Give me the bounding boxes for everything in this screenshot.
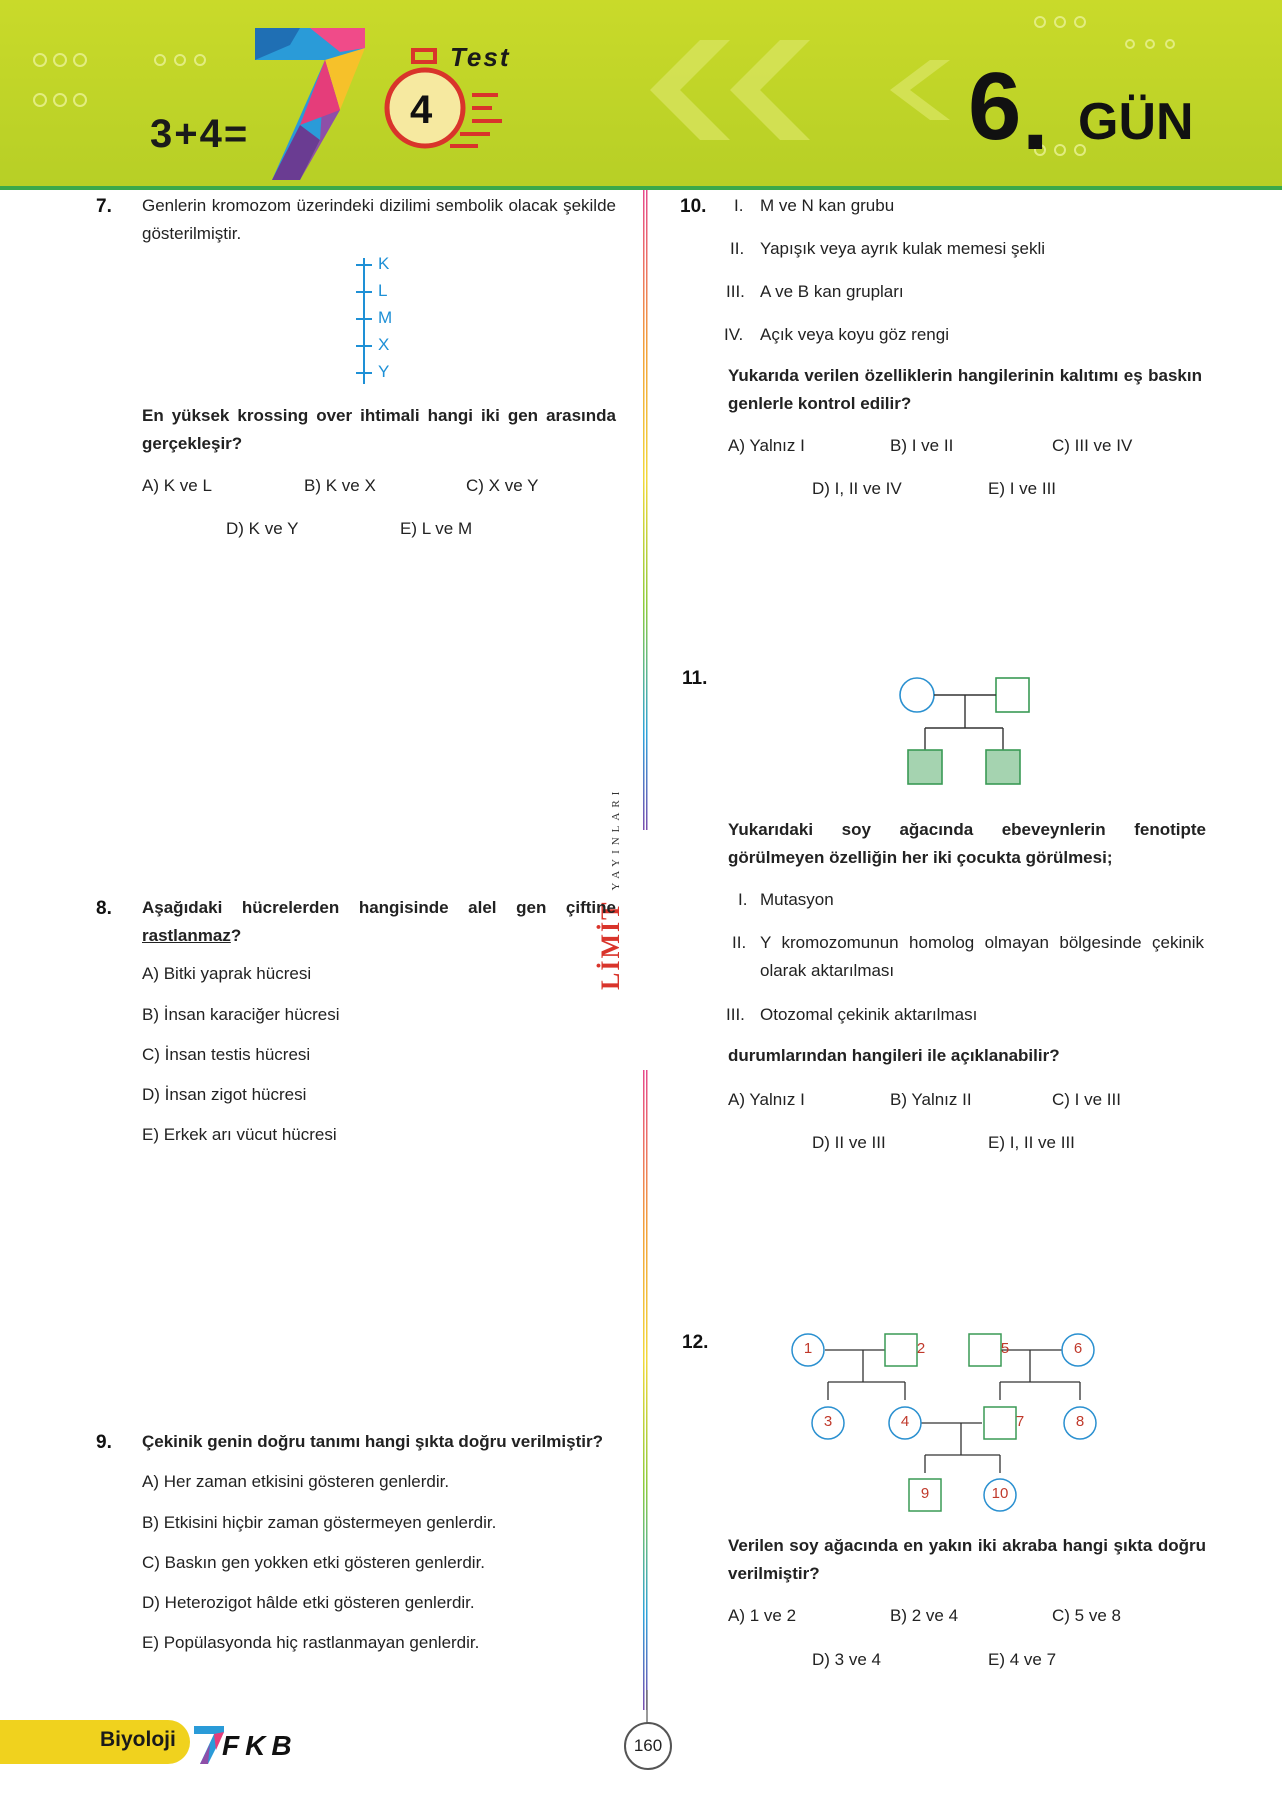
q12-pedigree-diagram xyxy=(790,1330,1140,1530)
q11-pedigree-diagram xyxy=(895,670,1045,790)
q11-father-square xyxy=(996,678,1029,712)
q10-item-1-roman: I. xyxy=(734,196,744,215)
footer-subject: Biyoloji xyxy=(100,1728,176,1751)
gene-label-l: L xyxy=(378,281,388,300)
q9-number: 9. xyxy=(96,1432,112,1453)
q7-text: Genlerin kromozom üzerindeki dizilimi sembolik olacak şekilde gösterilmiştir. xyxy=(142,196,616,243)
gene-label-k: K xyxy=(378,254,390,273)
q9-option-c[interactable]: C) Baskın gen yokken etki gösteren genlerdir. xyxy=(142,1553,486,1572)
q7-option-a[interactable]: A) K ve L xyxy=(142,476,212,495)
gene-label-x: X xyxy=(378,335,390,354)
pedigree-node-9: 9 xyxy=(920,1485,930,1502)
q8-option-a[interactable]: A) Bitki yaprak hücresi xyxy=(142,964,312,983)
q10-option-d[interactable]: D) I, II ve IV xyxy=(812,479,902,498)
q8-number: 8. xyxy=(96,898,112,919)
q11-item-3-roman: III. xyxy=(726,1005,745,1024)
q11-child-square-1 xyxy=(908,750,942,784)
day-word: GÜN xyxy=(1078,93,1194,151)
q10-option-b[interactable]: B) I ve II xyxy=(890,436,954,455)
q10-item-2-roman: II. xyxy=(730,239,745,258)
pedigree-node-8: 8 xyxy=(1075,1413,1085,1430)
q7-option-e[interactable]: E) L ve M xyxy=(400,519,473,538)
q11-option-b[interactable]: B) Yalnız II xyxy=(890,1090,972,1109)
page-number: 160 xyxy=(624,1722,672,1770)
q11-option-c[interactable]: C) I ve III xyxy=(1052,1090,1121,1109)
q12-option-a[interactable]: A) 1 ve 2 xyxy=(728,1606,797,1625)
q12-number: 12. xyxy=(682,1332,709,1353)
q12-question: Verilen soy ağacında en yakın iki akraba hangi şıkta doğru verilmiştir? xyxy=(728,1536,1206,1583)
sidebar-brand-name: LİMİT xyxy=(596,900,625,990)
q9-option-e[interactable]: E) Popülasyonda hiç rastlanmayan genlerdir. xyxy=(142,1633,480,1652)
footer-brand: FKB xyxy=(222,1730,298,1761)
q7-question: En yüksek krossing over ihtimali hangi iki gen arasında gerçekleşir? xyxy=(142,406,616,453)
day-dot: . xyxy=(1022,63,1049,170)
q10-option-c[interactable]: C) III ve IV xyxy=(1052,436,1133,455)
q10-number: 10. xyxy=(680,196,707,217)
q10-option-a[interactable]: A) Yalnız I xyxy=(728,436,805,455)
header-equation: 3+4= xyxy=(150,112,250,156)
pedigree-node-3: 3 xyxy=(823,1413,833,1430)
q7-number: 7. xyxy=(96,196,112,217)
q11-item-3-text: Otozomal çekinik aktarılması xyxy=(760,1005,978,1024)
column-divider xyxy=(638,190,652,1720)
q7-option-d[interactable]: D) K ve Y xyxy=(226,519,299,538)
q10-item-2-text: Yapışık veya ayrık kulak memesi şekli xyxy=(760,239,1045,258)
q8-question xyxy=(142,894,616,950)
test-label: Test xyxy=(450,42,511,72)
sidebar-brand-sub: YAYINLARI xyxy=(610,786,622,891)
q10-item-1-text: M ve N kan grubu xyxy=(760,196,895,215)
q11-option-a[interactable]: A) Yalnız I xyxy=(728,1090,805,1109)
pedigree-node-7: 7 xyxy=(1015,1413,1025,1430)
q10-item-3-roman: III. xyxy=(726,282,745,301)
q12-option-b[interactable]: B) 2 ve 4 xyxy=(890,1606,959,1625)
q8-option-c[interactable]: C) İnsan testis hücresi xyxy=(142,1045,311,1064)
q9-question: Çekinik genin doğru tanımı hangi şıkta doğru verilmiştir? xyxy=(142,1432,603,1451)
q8-option-d[interactable]: D) İnsan zigot hücresi xyxy=(142,1085,307,1104)
q11-question2: durumlarından hangileri ile açıklanabilir? xyxy=(728,1046,1060,1065)
q11-child-square-2 xyxy=(986,750,1020,784)
q9-option-b[interactable]: B) Etkisini hiçbir zaman göstermeyen genlerdir. xyxy=(142,1513,497,1532)
page-number-stem xyxy=(644,1690,650,1724)
q8-question-end: ? xyxy=(230,926,242,945)
q10-item-4-text: Açık veya koyu göz rengi xyxy=(760,325,949,344)
pedigree-node-6: 6 xyxy=(1073,1340,1083,1357)
q11-option-d[interactable]: D) II ve III xyxy=(812,1133,886,1152)
q11-item-2-roman: II. xyxy=(732,933,747,952)
q7-option-c[interactable]: C) X ve Y xyxy=(466,476,539,495)
q8-question-underlined: rastlanmaz xyxy=(142,926,231,945)
q11-option-e[interactable]: E) I, II ve III xyxy=(988,1133,1075,1152)
pedigree-node-2: 2 xyxy=(916,1340,926,1357)
day-number: 6 xyxy=(968,53,1022,160)
header-band xyxy=(0,0,1282,190)
q9-option-d[interactable]: D) Heterozigot hâlde etki gösteren genlerdir. xyxy=(142,1593,475,1612)
q12-option-e[interactable]: E) 4 ve 7 xyxy=(988,1650,1057,1669)
q10-question: Yukarıda verilen özelliklerin hangilerinin kalıtımı eş baskın genlerle kontrol edilir? xyxy=(728,366,1202,413)
q8-option-b[interactable]: B) İnsan karaciğer hücresi xyxy=(142,1005,340,1024)
q11-item-1-roman: I. xyxy=(738,890,748,909)
q11-question: Yukarıdaki soy ağacında ebeveynlerin fenotipte görülmeyen özelliğin her iki çocukta görülmesi; xyxy=(728,820,1206,867)
q12-option-d[interactable]: D) 3 ve 4 xyxy=(812,1650,881,1669)
q10-item-3-text: A ve B kan grupları xyxy=(760,282,904,301)
q7-option-b[interactable]: B) K ve X xyxy=(304,476,376,495)
q11-item-1-text: Mutasyon xyxy=(760,890,834,909)
test-number: 4 xyxy=(410,88,433,132)
q12-option-c[interactable]: C) 5 ve 8 xyxy=(1052,1606,1121,1625)
pedigree-node-1: 1 xyxy=(803,1340,813,1357)
q11-number: 11. xyxy=(682,668,708,689)
pedigree-node-4: 4 xyxy=(900,1413,910,1430)
q10-option-e[interactable]: E) I ve III xyxy=(988,479,1057,498)
gene-label-y: Y xyxy=(378,362,390,381)
q11-item-2-text: Y kromozomunun homolog olmayan bölgesinde çekinik olarak aktarılması xyxy=(760,933,1204,980)
q10-item-4-roman: IV. xyxy=(724,325,744,344)
pedigree-node-5: 5 xyxy=(1000,1340,1010,1357)
q8-option-e[interactable]: E) Erkek arı vücut hücresi xyxy=(142,1125,337,1144)
pedigree-node-10: 10 xyxy=(991,1485,1009,1502)
footer-seven-logo xyxy=(192,1722,226,1768)
sidebar-brand xyxy=(596,787,626,990)
q11-mother-circle xyxy=(900,678,934,712)
q8-question-start: Aşağıdaki hücrelerden hangisinde alel gen çiftine xyxy=(142,898,616,917)
q9-option-a[interactable]: A) Her zaman etkisini gösteren genlerdir. xyxy=(142,1472,450,1491)
gene-label-m: M xyxy=(378,308,393,327)
